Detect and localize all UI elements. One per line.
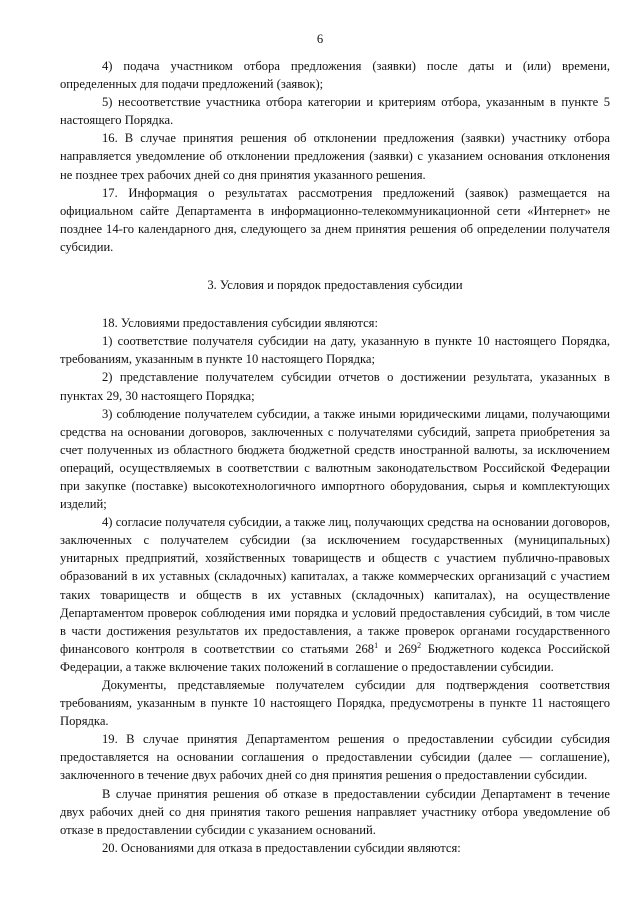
paragraph-clause-18: 18. Условиями предоставления субсидии являются: [102,316,378,331]
section-heading: 3. Условия и порядок предоставления субсидии [207,278,463,293]
paragraph-clause-20: 20. Основаниями для отказа в предоставлении субсидии являются: [102,840,461,855]
condition-4-text-part-1: 4) согласие получателя субсидии, а также лиц, получающих средства на основании договоров, заключенных с получателем субсидии (за исключением государственных (муниципальных) унитарных предприятий, хозяйственных товариществ и обществ с участием публично-правовых образований в их уставных (складочных) капиталах, а также коммерческих организаций с участием таких товариществ и обществ в их уставных (складочных) капиталах), на осуществление Департаментом проверок соблюдения ими порядка и условий предоставления субсидий, в том числе в части достижения результатов их предоставления, а также проверок органами государственного финансового контроля в соответствии со статьями 268 [60,515,610,656]
paragraph-condition-4 [60,513,610,676]
paragraph-clause-17: 17. Информация о результатах рассмотрения предложений (заявок) размещается на официальном сайте Департамента в информационно-телекоммуникационной сети «Интернет» не позднее 14-го календарного дня, следующего за днем принятия решения об определении получателя субсидии. [60,185,610,254]
paragraph-condition-3: 3) соблюдение получателем субсидии, а также иными юридическими лицами, получающими средства на основании договоров, заключенных с получателями субсидий, запрета приобретения за счет полученных из областного бюджета бюджетной средств иностранной валюты, за исключением операций, осуществляемых в соответствии с валютным законодательством Российской Федерации при закупке (поставке) высокотехнологичного импортного оборудования, сырья и комплектующих изделий; [60,406,610,512]
paragraph-condition-1: 1) соответствие получателя субсидии на дату, указанную в пункте 10 настоящего Порядка, требованиям, указанным в пункте 10 настоящего Порядка; [60,334,610,367]
paragraph-clause-16: 16. В случае принятия решения об отклонении предложения (заявки) участнику отбора направляется уведомление об отклонении предложения (заявки) с указанием основания отклонения не позднее трех рабочих дней со дня принятия указанного решения. [60,131,610,182]
paragraph-item-5-disqualification: 5) несоответствие участника отбора категории и критериям отбора, указанным в пункте 5 настоящего Порядка. [60,95,610,128]
paragraph-item-4-disqualification: 4) подача участником отбора предложения (заявки) после даты и (или) времени, определенных для подачи предложений (заявок); [60,59,610,92]
superscript-1: 1 [374,640,379,650]
document-body [60,57,610,857]
paragraph-documents: Документы, представляемые получателем субсидии для подтверждения соответствия требованиям, указанным в пункте 10 настоящего Порядка, предусмотрены в пункте 11 настоящего Порядка. [60,678,610,729]
condition-4-text-part-2: и 269 [378,641,418,656]
paragraph-condition-2: 2) представление получателем субсидии отчетов о достижении результата, указанных в пунктах 29, 30 настоящего Порядка; [60,370,610,403]
paragraph-clause-19: 19. В случае принятия Департаментом решения о предоставлении субсидии субсидия предоставляется на основании соглашения о предоставлении субсидии (далее — соглашение), заключенного в течение двух рабочих дней со дня принятия решения о предоставлении субсидии. [60,732,610,783]
superscript-2: 2 [417,640,422,650]
paragraph-refusal-notice: В случае принятия решения об отказе в предоставлении субсидии Департамент в течение двух рабочих дней со дня принятия такого решения направляет участнику отбора уведомление об отказе в предоставлении субсидии с указанием оснований. [60,786,610,837]
condition-4-text-part-3: Бюджетного кодекса Российской Федерации, а также включение таких положений в соглашение о предоставлении субсидии. [60,641,610,674]
page-number: 6 [316,32,324,46]
